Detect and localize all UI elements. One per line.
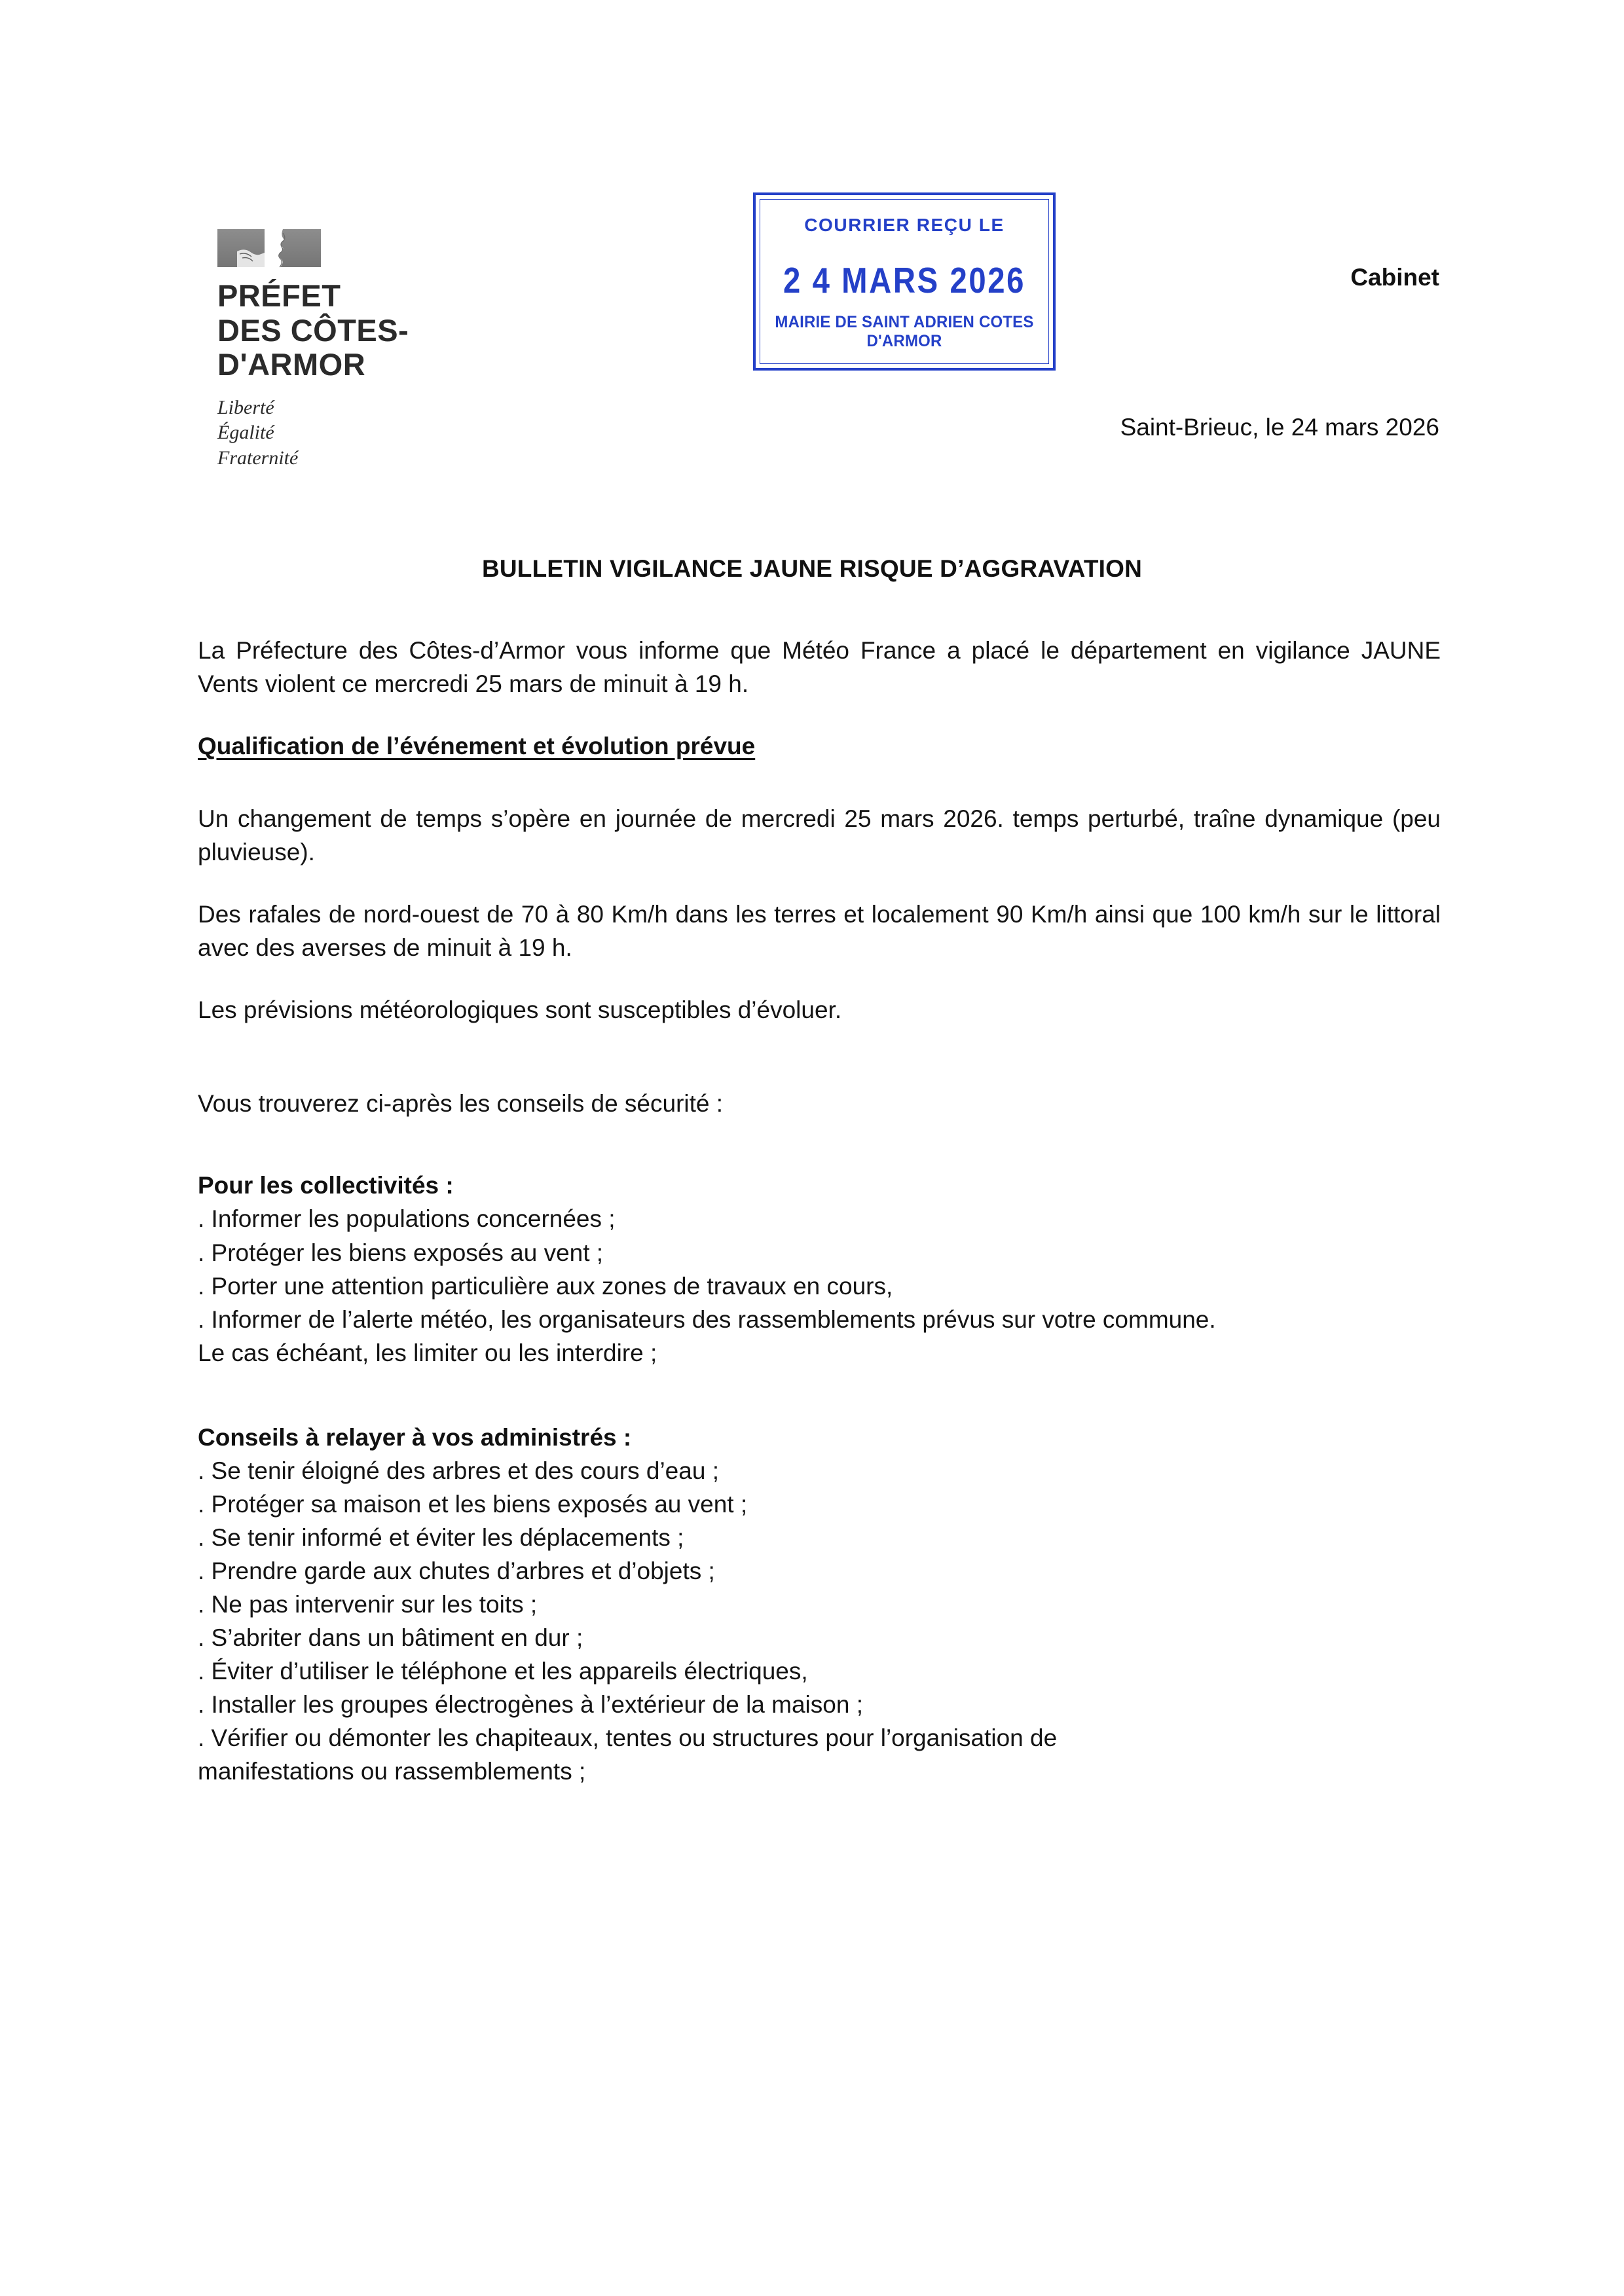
paragraph-forecast-disclaimer: Les prévisions météorologiques sont susceptibles d’évoluer.	[198, 996, 842, 1024]
heading-administres: Conseils à relayer à vos administrés :	[198, 1423, 632, 1451]
intro-paragraph: La Préfecture des Côtes-d’Armor vous informe que Météo France a placé le département en vigilance JAUNE Vents violent ce mercredi 25 mars de minuit à 19 h.	[198, 637, 1441, 698]
spacer	[198, 974, 1441, 993]
administres-continuation: manifestations ou rassemblements ;	[198, 1758, 586, 1785]
list-item: . Vérifier ou démonter les chapiteaux, tentes ou structures pour l’organisation de	[198, 1724, 1058, 1752]
marianne-emblem-icon	[217, 228, 329, 268]
collectivites-continuation: Le cas échéant, les limiter ou les interdire ;	[198, 1339, 657, 1366]
motto-fraternite: Fraternité	[217, 446, 299, 469]
list-item: . Informer de l’alerte météo, les organisateurs des rassemblements prévus sur votre commune.	[198, 1305, 1216, 1333]
section-heading-qualification: Qualification de l’événement et évolution prévue	[198, 733, 756, 760]
stamp-date: 2 4 MARS 2026	[783, 260, 1026, 301]
letterhead	[217, 228, 492, 471]
service-label: Cabinet	[1350, 264, 1439, 291]
list-collectivites	[198, 1202, 1441, 1336]
spacer	[198, 1370, 1441, 1421]
list-item: . Installer les groupes électrogènes à l’extérieur de la maison ;	[198, 1691, 863, 1719]
authority-line-3: D'ARMOR	[217, 347, 366, 382]
paragraph-weather-change: Un changement de temps s’opère en journée de mercredi 25 mars 2026. temps perturbé, traîne dynamique (peu pluvieuse).	[198, 805, 1441, 866]
spacer	[198, 710, 1441, 729]
motto-egalite: Égalité	[217, 422, 274, 444]
list-item: . Prendre garde aux chutes d’arbres et d’objets ;	[198, 1557, 715, 1584]
list-administres	[198, 1454, 1441, 1755]
authority-line-1: PRÉFET	[217, 278, 341, 313]
paragraph-advice-lead: Vous trouverez ci-après les conseils de sécurité :	[198, 1090, 724, 1118]
list-item: . Protéger sa maison et les biens exposés au vent ;	[198, 1490, 748, 1518]
reception-stamp	[753, 192, 1056, 371]
page-title: BULLETIN VIGILANCE JAUNE RISQUE D’AGGRAVATION	[481, 555, 1143, 582]
heading-collectivites: Pour les collectivités :	[198, 1172, 454, 1199]
list-item: . Se tenir éloigné des arbres et des cours d’eau ;	[198, 1457, 719, 1484]
spacer	[198, 763, 1441, 802]
spacer	[198, 1129, 1441, 1169]
list-item: . Porter une attention particulière aux zones de travaux en cours,	[198, 1272, 893, 1300]
spacer	[198, 1036, 1441, 1087]
authority-name	[217, 279, 492, 382]
document-body	[198, 634, 1441, 1788]
paragraph-gusts: Des rafales de nord-ouest de 70 à 80 Km/h dans les terres et localement 90 Km/h ainsi que 100 km/h sur le littoral avec des averses de minuit à 19 h.	[198, 901, 1441, 962]
list-item: . Se tenir informé et éviter les déplacements ;	[198, 1523, 684, 1551]
republic-motto	[217, 395, 492, 471]
spacer	[198, 878, 1441, 898]
list-item: . Ne pas intervenir sur les toits ;	[198, 1590, 538, 1618]
list-item: . S’abriter dans un bâtiment en dur ;	[198, 1624, 583, 1651]
stamp-office-label: MAIRIE DE SAINT ADRIEN COTES D'ARMOR	[775, 313, 1034, 350]
list-item: . Protéger les biens exposés au vent ;	[198, 1239, 604, 1266]
motto-liberte: Liberté	[217, 396, 274, 418]
list-item: . Informer les populations concernées ;	[198, 1205, 616, 1233]
stamp-received-label: COURRIER REÇU LE	[804, 215, 1005, 235]
list-item: . Éviter d’utiliser le téléphone et les appareils électriques,	[198, 1658, 808, 1685]
place-and-date: Saint-Brieuc, le 24 mars 2026	[1120, 414, 1439, 441]
authority-line-2: DES CÔTES-	[217, 312, 409, 348]
